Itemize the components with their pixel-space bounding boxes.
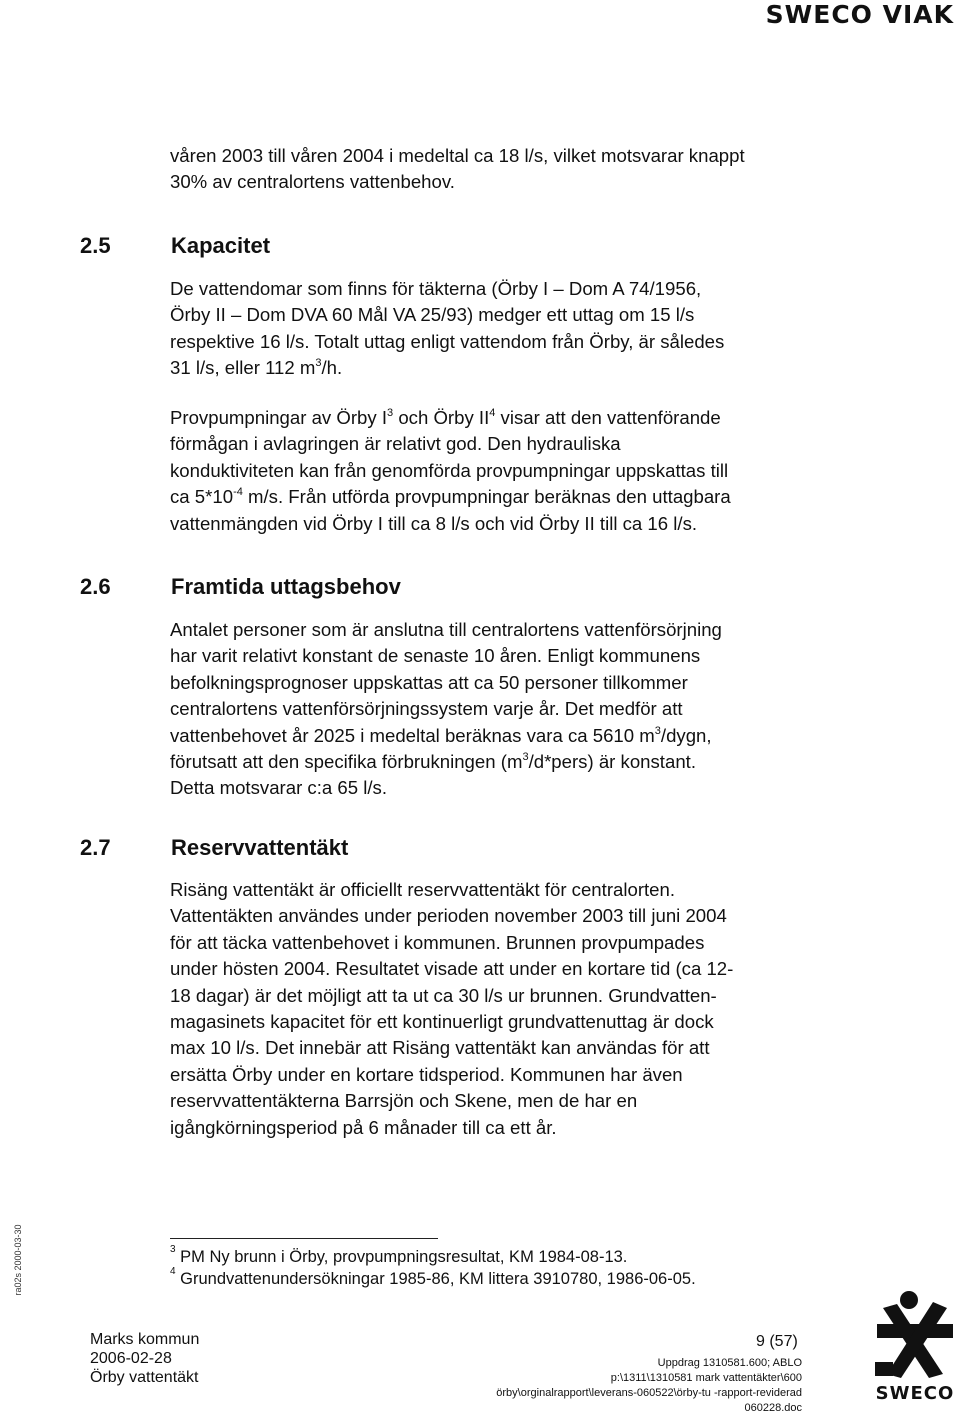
footer-file-info — [496, 1356, 802, 1416]
text-line: reservvattentäkterna Barrsjön och Skene, men de har en — [170, 1090, 638, 1112]
text-line: 31 l/s, eller 112 $m^3/h$. — [170, 357, 343, 379]
footnote-ref: 3 — [387, 407, 394, 419]
text-line: under hösten 2004. Resultatet visade att under en kortare tid (ca 12- — [170, 958, 734, 980]
reserve-source-paragraph — [170, 877, 810, 1141]
section-title: Kapacitet — [171, 233, 271, 258]
text-line: magasinets kapacitet för ett kontinuerligt grundvattenuttag är dock — [170, 1011, 714, 1033]
text-line: ca $5*10^{-4}$ m/s. Från utförda provpumpningar beräknas den uttagbara — [170, 486, 731, 508]
sweco-logo-text: SWECO — [875, 1383, 955, 1404]
text-line: har varit relativt konstant de senaste 10 åren. Enligt kommunens — [170, 645, 701, 667]
text-line: centralortens vattenförsörjningssystem varje år. Det medför att — [170, 698, 683, 720]
section-heading-2-5 — [80, 233, 270, 259]
future-demand-paragraph — [170, 617, 810, 802]
footer-filename: 060228.doc — [744, 1402, 802, 1414]
sweco-viak-logo: SWECO VIAK — [765, 0, 954, 29]
text-line: konduktiviteten kan från genomförda provpumpningar uppskattas till — [170, 459, 729, 481]
footer-subject: Örby vattentäkt — [90, 1369, 199, 1386]
text-line: ersätta Örby under en kortare tidsperiod. Kommunen har även — [170, 1063, 683, 1085]
text-line: 18 dagar) är det möjligt att ta ut ca 30 l/s ur brunnen. Grundvatten- — [170, 984, 717, 1006]
footer-client: Marks kommun — [90, 1331, 200, 1348]
footnote-3: $^3$ PM Ny brunn i Örby, provpumpningsresultat, KM 1984-08-13. — [170, 1244, 628, 1266]
footnote-separator — [170, 1238, 438, 1239]
sweco-logo-icon — [873, 1290, 957, 1380]
section-title: Reservvattentäkt — [171, 835, 349, 860]
footer-path: örby\orginalrapport\leverans-060522\örby-tu -rapport-reviderad — [496, 1387, 802, 1399]
text-line: max 10 l/s. Det innebär att Risäng vattentäkt kan användas för att — [170, 1037, 710, 1059]
intro-paragraph — [170, 143, 810, 196]
text-line: De vattendomar som finns för täkterna (Örby I – Dom A 74/1956, — [170, 278, 702, 299]
text-line: Antalet personer som är anslutna till centralortens vattenförsörjning — [170, 619, 722, 640]
section-title: Framtida uttagsbehov — [171, 574, 401, 599]
text-line: Detta motsvarar c:a 65 l/s. — [170, 777, 388, 799]
text-line: förmågan i avlagringen är relativt god. Den hydrauliska — [170, 433, 621, 455]
capacity-paragraph-2 — [170, 405, 810, 537]
text-line: våren 2003 till våren 2004 i medeltal ca 18 l/s, vilket motsvarar knappt — [170, 145, 745, 166]
template-code: ra02s 2000-03-30 — [13, 1224, 23, 1296]
capacity-paragraph-1 — [170, 276, 810, 382]
section-heading-2-6 — [80, 574, 401, 600]
text-line: 30% av centralortens vattenbehov. — [170, 171, 455, 193]
footnotes — [170, 1246, 696, 1290]
footnote-ref: 4 — [489, 407, 496, 419]
footnote-4: $^4$ Grundvattenundersökningar 1985-86, KM littera 3910780, 1986-06-05. — [170, 1266, 696, 1288]
section-heading-2-7 — [80, 835, 348, 861]
page-number: 9 (57) — [756, 1333, 798, 1350]
footer-info — [90, 1330, 199, 1387]
text-line: Provpumpningar av Örby $I^3$ och Örby $II^4$ visar att den vattenförande — [170, 407, 721, 428]
section-number: 2.6 — [80, 574, 111, 599]
text-line: förutsatt att den specifika förbrukningen $(m^3/d*pers)$ är konstant. — [170, 751, 696, 773]
footer-path: p:\1311\1310581 mark vattentäkter\600 — [610, 1372, 802, 1384]
text-line: Risäng vattentäkt är officiellt reservvattentäkt för centralorten. — [170, 879, 676, 900]
text-line: Vattentäkten användes under perioden november 2003 till juni 2004 — [170, 905, 727, 927]
text-line: vattenmängden vid Örby I till ca 8 l/s och vid Örby II till ca 16 l/s. — [170, 512, 698, 534]
text-line: Örby II – Dom DVA 60 Mål VA 25/93) medger ett uttag om 15 l/s — [170, 304, 695, 326]
footer-assignment: Uppdrag 1310581.600; ABLO — [657, 1357, 802, 1369]
text-line: befolkningsprognoser uppskattas att ca 50 personer tillkommer — [170, 671, 688, 693]
footer-date: 2006-02-28 — [90, 1350, 172, 1367]
section-number: 2.5 — [80, 233, 111, 258]
text-line: för att täcka vattenbehovet i kommunen. Brunnen provpumpades — [170, 931, 705, 953]
text-line: vattenbehovet år 2025 i medeltal beräknas vara ca 5610 $m^3$/dygn, — [170, 724, 712, 746]
section-number: 2.7 — [80, 835, 111, 860]
text-line: igångkörningsperiod på 6 månader till ca ett år. — [170, 1116, 557, 1138]
text-line: respektive 16 l/s. Totalt uttag enligt vattendom från Örby, är således — [170, 330, 725, 352]
